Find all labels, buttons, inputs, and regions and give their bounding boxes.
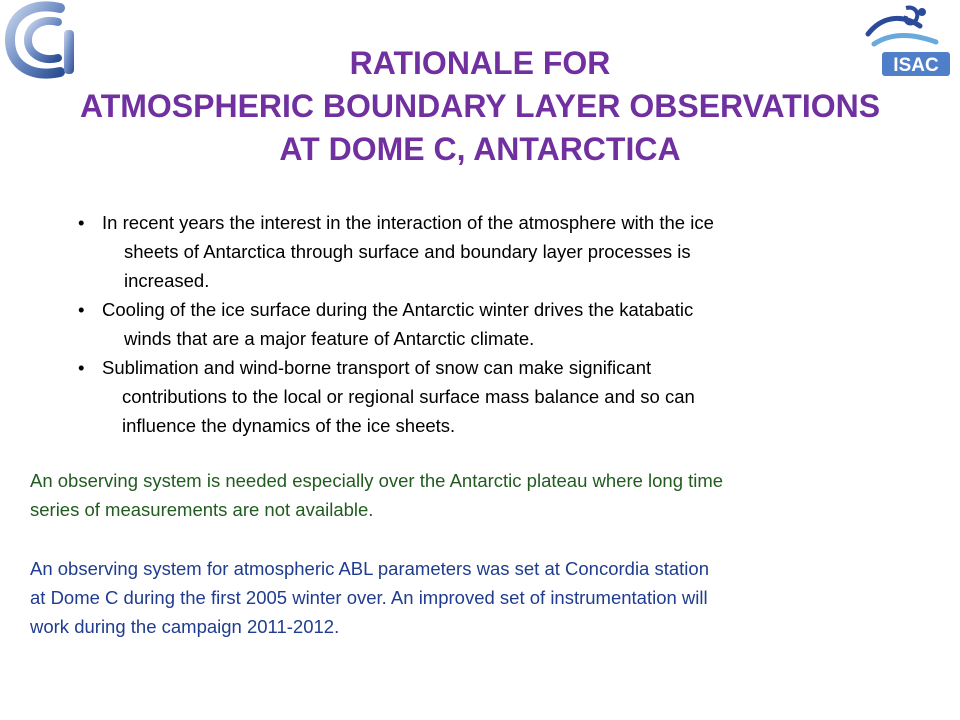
bullet-text-line: Cooling of the ice surface during the Antarctic winter drives the katabatic [102, 299, 694, 320]
bullet-text-line: contributions to the local or regional surface mass balance and so can [122, 386, 695, 407]
bullet-item [78, 353, 918, 440]
bullet-marker: • [78, 357, 85, 378]
paragraph-observing-system [30, 554, 935, 641]
paragraph-line: work during the campaign 2011-2012. [30, 616, 340, 637]
isac-logo-text: ISAC [893, 55, 939, 76]
bullet-text-line: Sublimation and wind-borne transport of snow can make significant [102, 357, 652, 378]
page-title [0, 42, 960, 171]
paragraph-line: An observing system is needed especially over the Antarctic plateau where long time [30, 470, 724, 491]
title-line-2: ATMOSPHERIC BOUNDARY LAYER OBSERVATIONS [79, 88, 881, 124]
bullet-item [78, 295, 918, 353]
paragraph-line: An observing system for atmospheric ABL parameters was set at Concordia station [30, 558, 709, 579]
bullet-marker: • [78, 212, 85, 233]
bullet-item [78, 208, 918, 295]
bullet-text-line: In recent years the interest in the interaction of the atmosphere with the ice [102, 212, 714, 233]
bullet-text-line: sheets of Antarctica through surface and boundary layer processes is [124, 241, 691, 262]
bullet-marker: • [78, 299, 85, 320]
paragraph-line: series of measurements are not available. [30, 499, 374, 520]
bullet-text-line: winds that are a major feature of Antarctic climate. [124, 328, 535, 349]
paragraph-line: at Dome C during the first 2005 winter over. An improved set of instrumentation will [30, 587, 708, 608]
paragraph-observing-need [30, 466, 935, 524]
bullet-list [78, 208, 918, 440]
bullet-text-line: influence the dynamics of the ice sheets. [122, 415, 456, 436]
title-line-3: AT DOME C, ANTARCTICA [279, 131, 681, 167]
title-line-1: RATIONALE FOR [349, 45, 611, 81]
bullet-text-line: increased. [124, 270, 210, 291]
